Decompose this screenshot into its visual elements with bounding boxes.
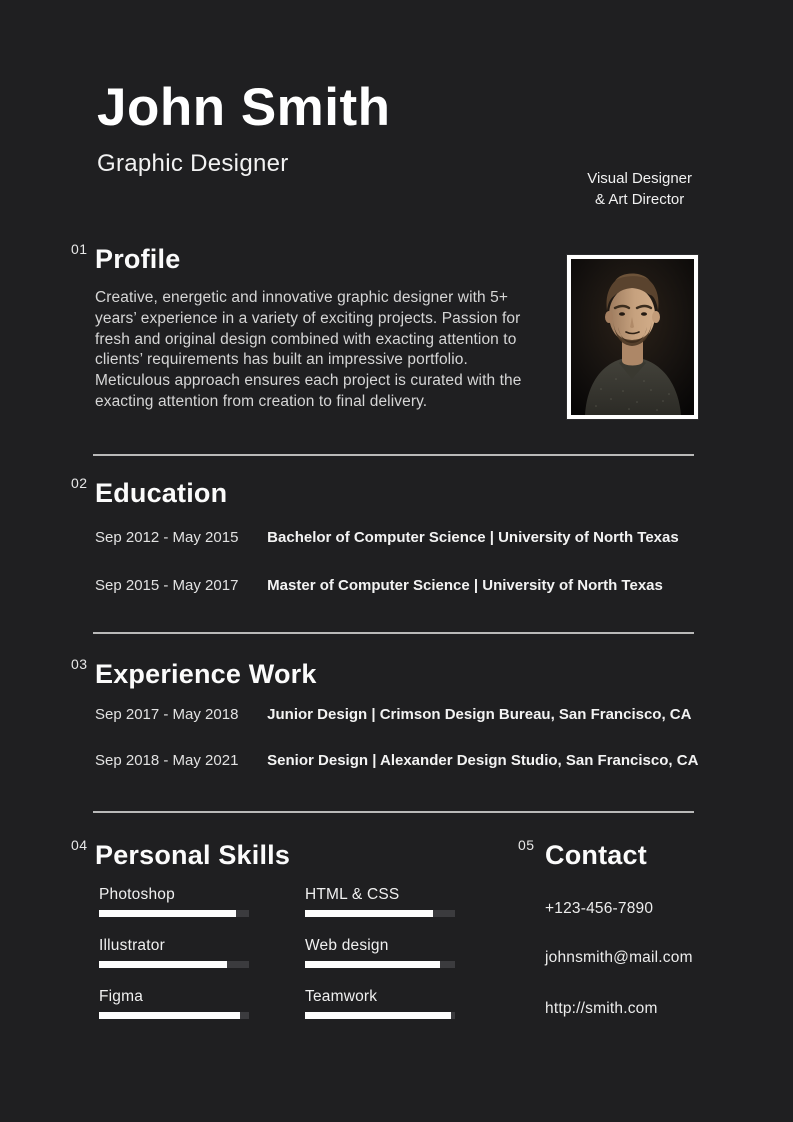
experience-row bbox=[95, 706, 691, 723]
skill-bar-fill bbox=[305, 1012, 451, 1019]
skill-bar-fill bbox=[99, 910, 236, 917]
skill-bar-track bbox=[305, 1012, 455, 1019]
education-period: Sep 2015 - May 2017 bbox=[95, 577, 239, 594]
skill-bar-track bbox=[99, 910, 249, 917]
skill-bar-track bbox=[99, 1012, 249, 1019]
section-number-profile: 01 bbox=[71, 241, 88, 257]
skill-item bbox=[305, 937, 455, 955]
skill-item bbox=[305, 988, 455, 1006]
divider-2 bbox=[93, 632, 694, 634]
skill-item bbox=[99, 988, 249, 1006]
education-row bbox=[95, 577, 663, 594]
section-heading-skills: Personal Skills bbox=[95, 840, 291, 870]
skill-item bbox=[305, 886, 455, 904]
portrait-photo bbox=[567, 255, 698, 419]
education-detail: Bachelor of Computer Science | University of North Texas bbox=[267, 529, 679, 546]
section-heading-profile: Profile bbox=[95, 244, 181, 274]
skill-bar-track bbox=[305, 910, 455, 917]
experience-detail: Junior Design | Crimson Design Bureau, San Francisco, CA bbox=[267, 706, 692, 723]
skill-label: Teamwork bbox=[305, 988, 378, 1005]
skill-label: Web design bbox=[305, 937, 389, 954]
section-number-education: 02 bbox=[71, 475, 88, 491]
skill-bar-fill bbox=[305, 961, 440, 968]
skill-item bbox=[99, 886, 249, 904]
skill-bar-track bbox=[305, 961, 455, 968]
education-period: Sep 2012 - May 2015 bbox=[95, 529, 239, 546]
section-heading-contact: Contact bbox=[545, 840, 647, 870]
skill-label: Illustrator bbox=[99, 937, 165, 954]
section-number-skills: 04 bbox=[71, 837, 88, 853]
experience-period: Sep 2017 - May 2018 bbox=[95, 706, 239, 723]
profile-summary: Creative, energetic and innovative graphic designer with 5+ years’ experience in a variety of exciting projects. Passion for fresh and original design combined with exacting attention to clients’ requirements has built an impressive portfolio. Meticulous approach ensures each project is curated with the exacting attention from creation to final delivery. bbox=[95, 289, 522, 410]
education-row bbox=[95, 529, 679, 546]
person-name: John Smith bbox=[97, 78, 391, 137]
contact-website: http://smith.com bbox=[545, 1000, 658, 1017]
skill-bar-fill bbox=[99, 1012, 240, 1019]
experience-period: Sep 2018 - May 2021 bbox=[95, 752, 239, 769]
skill-label: HTML & CSS bbox=[305, 886, 400, 903]
section-heading-experience: Experience Work bbox=[95, 659, 317, 689]
skill-item bbox=[99, 937, 249, 955]
portrait-illustration bbox=[571, 259, 694, 415]
section-number-experience: 03 bbox=[71, 656, 88, 672]
skill-bar-track bbox=[99, 961, 249, 968]
divider-3 bbox=[93, 811, 694, 813]
section-heading-education: Education bbox=[95, 478, 228, 508]
side-title-line2: & Art Director bbox=[595, 191, 685, 208]
experience-row bbox=[95, 752, 698, 769]
contact-phone: +123-456-7890 bbox=[545, 900, 654, 917]
job-title: Graphic Designer bbox=[97, 150, 289, 177]
side-title-line1: Visual Designer bbox=[587, 170, 692, 187]
skill-bar-fill bbox=[305, 910, 433, 917]
education-detail: Master of Computer Science | University of North Texas bbox=[267, 577, 663, 594]
skill-label: Photoshop bbox=[99, 886, 175, 903]
divider-1 bbox=[93, 454, 694, 456]
skill-bar-fill bbox=[99, 961, 227, 968]
experience-detail: Senior Design | Alexander Design Studio, San Francisco, CA bbox=[267, 752, 699, 769]
side-title bbox=[587, 168, 692, 210]
section-number-contact: 05 bbox=[518, 837, 535, 853]
skill-label: Figma bbox=[99, 988, 144, 1005]
contact-email: johnsmith@mail.com bbox=[545, 949, 693, 966]
